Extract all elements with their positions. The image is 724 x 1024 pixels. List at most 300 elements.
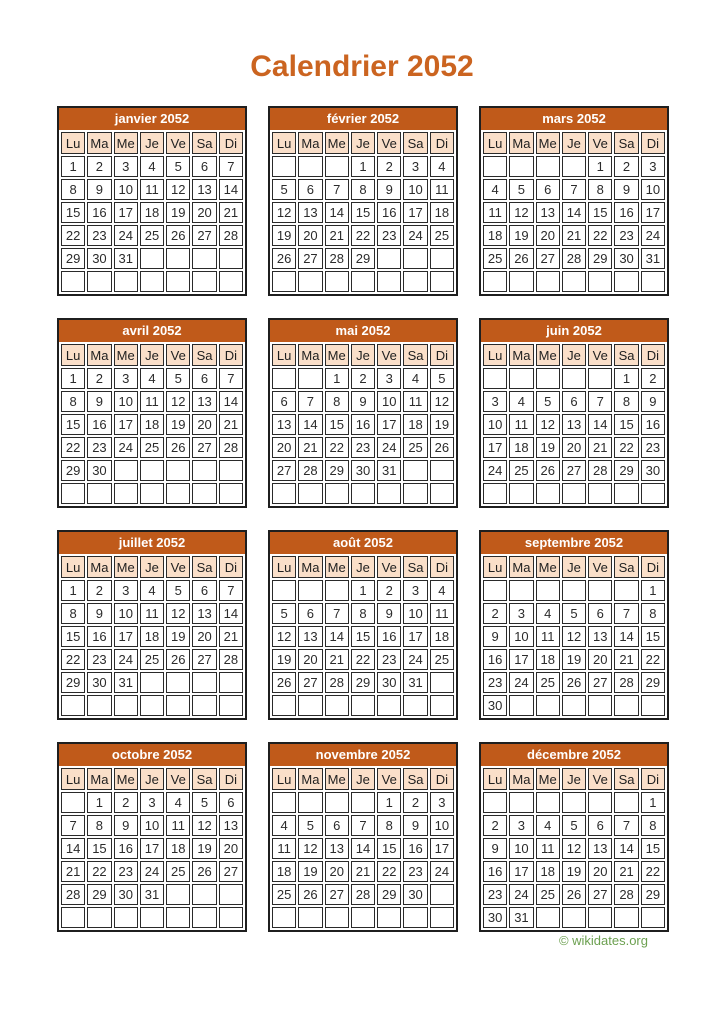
date-cell: [536, 907, 560, 928]
months-grid: [57, 106, 669, 932]
date-cell: 19: [166, 626, 190, 647]
week-row: [272, 695, 454, 716]
date-cell: 19: [166, 202, 190, 223]
date-cell: 30: [377, 672, 401, 693]
date-cell: 9: [377, 179, 401, 200]
month-title: mars 2052: [481, 108, 667, 130]
date-cell: 28: [61, 884, 85, 905]
date-cell: 2: [641, 368, 665, 389]
date-cell: 20: [588, 861, 612, 882]
date-cell: [166, 884, 190, 905]
day-header-row: [61, 132, 243, 154]
date-cell: 30: [87, 460, 111, 481]
date-cell: 24: [509, 884, 533, 905]
date-cell: 3: [641, 156, 665, 177]
date-cell: 3: [140, 792, 164, 813]
date-cell: 4: [140, 368, 164, 389]
week-row: [61, 156, 243, 177]
week-row: [61, 815, 243, 836]
week-row: [483, 792, 665, 813]
date-cell: 29: [351, 248, 375, 269]
date-cell: [140, 483, 164, 504]
date-cell: 25: [403, 437, 427, 458]
date-cell: [325, 907, 349, 928]
date-cell: 23: [351, 437, 375, 458]
week-row: [272, 437, 454, 458]
date-cell: 12: [298, 838, 322, 859]
date-cell: [166, 460, 190, 481]
date-cell: [430, 672, 454, 693]
week-row: [272, 603, 454, 624]
date-cell: 6: [588, 603, 612, 624]
date-cell: 9: [403, 815, 427, 836]
date-cell: [562, 792, 586, 813]
date-cell: [298, 483, 322, 504]
day-header-cell: Ma: [87, 344, 111, 366]
date-cell: 17: [430, 838, 454, 859]
date-cell: 24: [509, 672, 533, 693]
date-cell: 10: [140, 815, 164, 836]
week-row: [61, 907, 243, 928]
month-title: août 2052: [270, 532, 456, 554]
date-cell: [192, 695, 216, 716]
month-table: [270, 554, 456, 718]
date-cell: [219, 248, 243, 269]
date-cell: 24: [430, 861, 454, 882]
date-cell: 12: [272, 626, 296, 647]
day-header-cell: Lu: [272, 344, 296, 366]
week-row: [483, 580, 665, 601]
date-cell: [562, 156, 586, 177]
day-header-cell: Me: [536, 556, 560, 578]
date-cell: 25: [536, 884, 560, 905]
date-cell: 3: [403, 580, 427, 601]
week-row: [483, 225, 665, 246]
date-cell: 7: [325, 603, 349, 624]
day-header-cell: Ve: [377, 344, 401, 366]
date-cell: 21: [325, 225, 349, 246]
date-cell: [483, 483, 507, 504]
date-cell: 21: [325, 649, 349, 670]
date-cell: [614, 695, 638, 716]
date-cell: 30: [641, 460, 665, 481]
date-cell: 26: [166, 649, 190, 670]
date-cell: 6: [272, 391, 296, 412]
day-header-cell: Sa: [403, 132, 427, 154]
date-cell: [351, 483, 375, 504]
date-cell: 20: [192, 202, 216, 223]
date-cell: [87, 695, 111, 716]
date-cell: [298, 580, 322, 601]
month-card: [268, 106, 458, 296]
week-row: [483, 695, 665, 716]
date-cell: 29: [641, 884, 665, 905]
date-cell: [61, 792, 85, 813]
date-cell: 30: [483, 907, 507, 928]
date-cell: 22: [351, 649, 375, 670]
day-header-cell: Je: [140, 344, 164, 366]
date-cell: 28: [562, 248, 586, 269]
date-cell: 17: [140, 838, 164, 859]
date-cell: [403, 483, 427, 504]
date-cell: [325, 483, 349, 504]
date-cell: [61, 907, 85, 928]
date-cell: 27: [192, 437, 216, 458]
date-cell: 4: [430, 580, 454, 601]
date-cell: 22: [61, 649, 85, 670]
date-cell: [430, 271, 454, 292]
date-cell: 1: [641, 580, 665, 601]
date-cell: 1: [588, 156, 612, 177]
date-cell: 12: [166, 179, 190, 200]
date-cell: 17: [509, 861, 533, 882]
date-cell: 13: [588, 838, 612, 859]
date-cell: [536, 792, 560, 813]
date-cell: 27: [192, 225, 216, 246]
date-cell: 24: [483, 460, 507, 481]
date-cell: 30: [114, 884, 138, 905]
date-cell: 7: [614, 603, 638, 624]
date-cell: 27: [325, 884, 349, 905]
day-header-cell: Me: [114, 556, 138, 578]
date-cell: 13: [192, 391, 216, 412]
date-cell: [140, 695, 164, 716]
week-row: [61, 861, 243, 882]
date-cell: [325, 580, 349, 601]
date-cell: 1: [325, 368, 349, 389]
date-cell: 7: [298, 391, 322, 412]
date-cell: 26: [166, 225, 190, 246]
date-cell: [403, 271, 427, 292]
day-header-cell: Ma: [509, 344, 533, 366]
date-cell: 13: [298, 626, 322, 647]
month-card: [479, 106, 669, 296]
date-cell: 19: [192, 838, 216, 859]
date-cell: [219, 884, 243, 905]
day-header-cell: Ma: [298, 344, 322, 366]
day-header-row: [61, 344, 243, 366]
date-cell: [562, 483, 586, 504]
day-header-cell: Sa: [192, 344, 216, 366]
date-cell: [614, 580, 638, 601]
date-cell: 7: [219, 156, 243, 177]
date-cell: [403, 695, 427, 716]
date-cell: 2: [483, 603, 507, 624]
date-cell: 6: [298, 179, 322, 200]
week-row: [272, 792, 454, 813]
day-header-cell: Ma: [509, 556, 533, 578]
date-cell: 17: [641, 202, 665, 223]
date-cell: 17: [114, 626, 138, 647]
date-cell: 15: [588, 202, 612, 223]
date-cell: 19: [536, 437, 560, 458]
date-cell: 25: [509, 460, 533, 481]
week-row: [61, 626, 243, 647]
date-cell: 23: [377, 225, 401, 246]
date-cell: 4: [140, 156, 164, 177]
date-cell: 3: [509, 815, 533, 836]
date-cell: [166, 672, 190, 693]
date-cell: 15: [641, 626, 665, 647]
week-row: [61, 483, 243, 504]
date-cell: 2: [377, 580, 401, 601]
date-cell: [351, 907, 375, 928]
date-cell: [298, 271, 322, 292]
day-header-cell: Ma: [87, 132, 111, 154]
date-cell: 14: [614, 626, 638, 647]
month-title: septembre 2052: [481, 532, 667, 554]
week-row: [272, 649, 454, 670]
month-table: [270, 342, 456, 506]
date-cell: 6: [192, 156, 216, 177]
date-cell: 4: [509, 391, 533, 412]
date-cell: 5: [509, 179, 533, 200]
date-cell: [588, 368, 612, 389]
date-cell: 5: [166, 580, 190, 601]
date-cell: 16: [483, 861, 507, 882]
date-cell: 16: [483, 649, 507, 670]
week-row: [483, 202, 665, 223]
week-row: [61, 838, 243, 859]
date-cell: 4: [536, 815, 560, 836]
date-cell: 12: [166, 391, 190, 412]
date-cell: 21: [219, 626, 243, 647]
date-cell: 14: [298, 414, 322, 435]
date-cell: 7: [351, 815, 375, 836]
footer-credit: © wikidates.org: [558, 933, 648, 948]
date-cell: 7: [325, 179, 349, 200]
date-cell: 26: [562, 884, 586, 905]
date-cell: 9: [87, 603, 111, 624]
date-cell: [509, 368, 533, 389]
date-cell: 5: [166, 368, 190, 389]
date-cell: 22: [87, 861, 111, 882]
date-cell: [430, 884, 454, 905]
date-cell: 8: [641, 815, 665, 836]
date-cell: [430, 695, 454, 716]
date-cell: [192, 884, 216, 905]
week-row: [61, 414, 243, 435]
date-cell: 27: [192, 649, 216, 670]
day-header-cell: Sa: [614, 768, 638, 790]
day-header-cell: Di: [641, 132, 665, 154]
date-cell: 20: [192, 626, 216, 647]
date-cell: 11: [536, 626, 560, 647]
day-header-cell: Me: [325, 132, 349, 154]
month-title: juin 2052: [481, 320, 667, 342]
date-cell: 18: [166, 838, 190, 859]
date-cell: [219, 672, 243, 693]
date-cell: 1: [61, 580, 85, 601]
date-cell: 8: [351, 179, 375, 200]
date-cell: 24: [403, 225, 427, 246]
date-cell: 13: [325, 838, 349, 859]
day-header-cell: Di: [219, 132, 243, 154]
date-cell: 1: [61, 368, 85, 389]
date-cell: 19: [562, 861, 586, 882]
date-cell: 9: [483, 838, 507, 859]
date-cell: 22: [61, 437, 85, 458]
date-cell: 26: [272, 672, 296, 693]
day-header-cell: Je: [562, 344, 586, 366]
date-cell: 9: [614, 179, 638, 200]
date-cell: 23: [114, 861, 138, 882]
month-table: [59, 130, 245, 294]
week-row: [272, 225, 454, 246]
date-cell: 28: [325, 672, 349, 693]
date-cell: 21: [351, 861, 375, 882]
date-cell: [325, 156, 349, 177]
date-cell: [430, 907, 454, 928]
day-header-cell: Sa: [192, 768, 216, 790]
date-cell: 12: [272, 202, 296, 223]
day-header-cell: Lu: [61, 132, 85, 154]
day-header-cell: Sa: [614, 132, 638, 154]
date-cell: 19: [430, 414, 454, 435]
week-row: [483, 884, 665, 905]
date-cell: 7: [562, 179, 586, 200]
day-header-cell: Lu: [272, 768, 296, 790]
date-cell: [219, 271, 243, 292]
date-cell: 14: [325, 626, 349, 647]
day-header-cell: Lu: [272, 556, 296, 578]
month-title: juillet 2052: [59, 532, 245, 554]
week-row: [483, 460, 665, 481]
week-row: [272, 861, 454, 882]
date-cell: 10: [114, 603, 138, 624]
month-table: [59, 342, 245, 506]
date-cell: 23: [87, 649, 111, 670]
date-cell: 14: [61, 838, 85, 859]
date-cell: 30: [403, 884, 427, 905]
date-cell: 2: [614, 156, 638, 177]
day-header-row: [272, 132, 454, 154]
date-cell: 7: [219, 368, 243, 389]
date-cell: 19: [166, 414, 190, 435]
month-title: novembre 2052: [270, 744, 456, 766]
date-cell: 21: [219, 414, 243, 435]
date-cell: 25: [483, 248, 507, 269]
date-cell: [192, 907, 216, 928]
date-cell: 10: [483, 414, 507, 435]
date-cell: 25: [272, 884, 296, 905]
week-row: [61, 271, 243, 292]
date-cell: 2: [114, 792, 138, 813]
date-cell: 18: [140, 414, 164, 435]
date-cell: 7: [219, 580, 243, 601]
date-cell: 28: [614, 672, 638, 693]
date-cell: 11: [140, 179, 164, 200]
day-header-cell: Sa: [403, 344, 427, 366]
date-cell: 18: [509, 437, 533, 458]
date-cell: [166, 271, 190, 292]
day-header-cell: Me: [325, 768, 349, 790]
week-row: [483, 672, 665, 693]
day-header-cell: Je: [351, 768, 375, 790]
date-cell: [140, 460, 164, 481]
date-cell: 9: [351, 391, 375, 412]
date-cell: 10: [377, 391, 401, 412]
day-header-cell: Sa: [614, 556, 638, 578]
date-cell: [298, 792, 322, 813]
date-cell: 23: [483, 672, 507, 693]
week-row: [61, 437, 243, 458]
date-cell: 26: [298, 884, 322, 905]
date-cell: [272, 792, 296, 813]
day-header-cell: Lu: [61, 344, 85, 366]
date-cell: [166, 248, 190, 269]
date-cell: 27: [298, 672, 322, 693]
date-cell: 18: [140, 202, 164, 223]
date-cell: [430, 248, 454, 269]
date-cell: 21: [614, 861, 638, 882]
date-cell: 15: [377, 838, 401, 859]
month-card: [57, 106, 247, 296]
week-row: [272, 672, 454, 693]
date-cell: 11: [140, 391, 164, 412]
day-header-cell: Ma: [509, 132, 533, 154]
date-cell: 6: [588, 815, 612, 836]
date-cell: 23: [87, 437, 111, 458]
date-cell: [641, 271, 665, 292]
date-cell: 19: [272, 649, 296, 670]
date-cell: [536, 483, 560, 504]
day-header-cell: Di: [430, 556, 454, 578]
date-cell: [272, 368, 296, 389]
date-cell: 9: [377, 603, 401, 624]
date-cell: 11: [403, 391, 427, 412]
day-header-cell: Me: [325, 344, 349, 366]
day-header-cell: Sa: [192, 132, 216, 154]
day-header-cell: Ve: [588, 132, 612, 154]
date-cell: 28: [614, 884, 638, 905]
date-cell: 17: [403, 626, 427, 647]
date-cell: [536, 695, 560, 716]
month-card: [479, 318, 669, 508]
day-header-row: [61, 768, 243, 790]
date-cell: [509, 580, 533, 601]
month-card: [57, 530, 247, 720]
date-cell: 8: [61, 391, 85, 412]
date-cell: 31: [140, 884, 164, 905]
date-cell: 13: [562, 414, 586, 435]
date-cell: 1: [87, 792, 111, 813]
week-row: [483, 861, 665, 882]
date-cell: 10: [403, 179, 427, 200]
date-cell: 29: [61, 460, 85, 481]
date-cell: 2: [87, 580, 111, 601]
date-cell: [641, 483, 665, 504]
date-cell: 8: [641, 603, 665, 624]
date-cell: [140, 672, 164, 693]
date-cell: [509, 271, 533, 292]
day-header-cell: Me: [114, 768, 138, 790]
week-row: [483, 626, 665, 647]
day-header-cell: Di: [641, 344, 665, 366]
date-cell: [588, 792, 612, 813]
date-cell: [509, 156, 533, 177]
month-card: [268, 530, 458, 720]
month-title: octobre 2052: [59, 744, 245, 766]
week-row: [272, 391, 454, 412]
date-cell: 5: [192, 792, 216, 813]
day-header-cell: Me: [536, 344, 560, 366]
date-cell: 5: [166, 156, 190, 177]
date-cell: 5: [272, 603, 296, 624]
date-cell: 30: [614, 248, 638, 269]
date-cell: 17: [377, 414, 401, 435]
day-header-cell: Je: [562, 132, 586, 154]
